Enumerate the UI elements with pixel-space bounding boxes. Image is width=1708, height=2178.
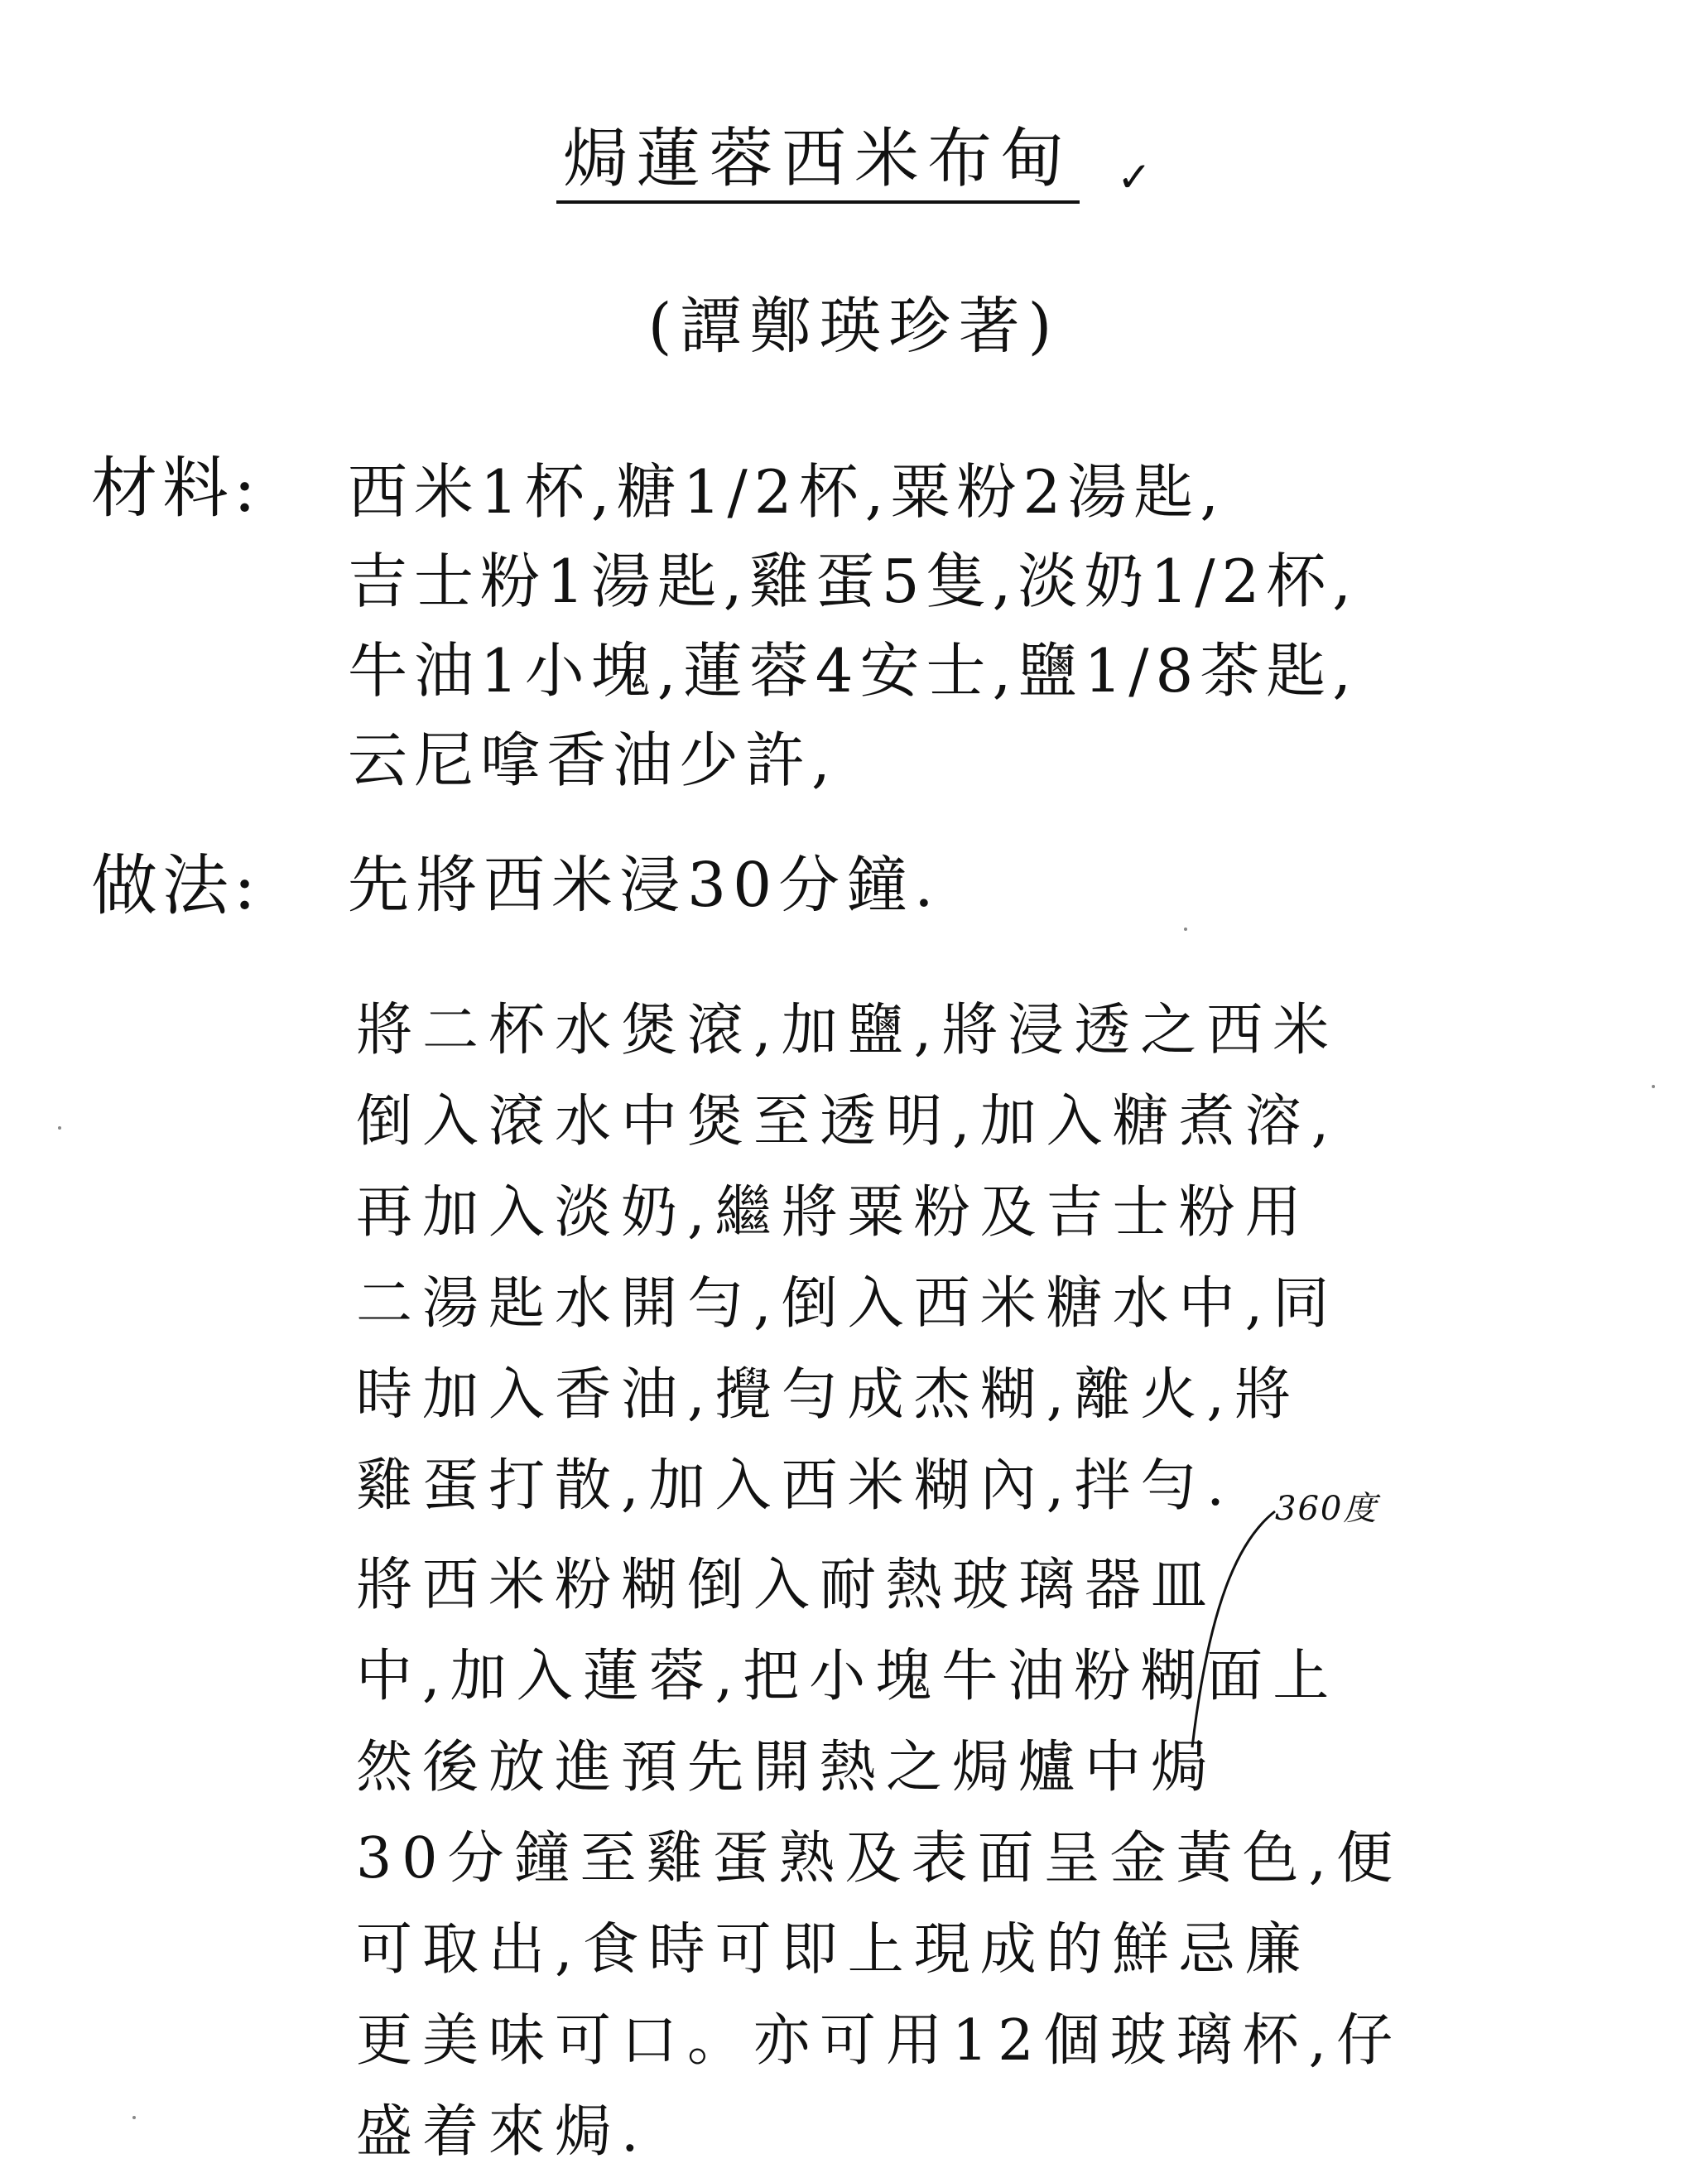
scan-speck — [1652, 1085, 1655, 1088]
method-line: 中,加入蓮蓉,把小塊牛油粉糊面上 — [356, 1644, 1340, 1709]
method-line: 更美味可口。亦可用12個玻璃杯,仔 — [356, 2008, 1403, 2074]
method-line: 將二杯水煲滾,加鹽,將浸透之西米 — [356, 998, 1340, 1063]
method-line: 將西米粉糊倒入耐熱玻璃器皿 — [356, 1553, 1218, 1618]
check-mark-icon: ✓ — [1117, 152, 1152, 201]
method-first-step: 先將西米浸30分鐘. — [348, 850, 941, 921]
method-paragraph-2 — [356, 1540, 1631, 2178]
method-paragraph-1 — [356, 985, 1631, 1532]
scan-speck — [58, 1126, 61, 1130]
temperature-annotation: 360度 — [1275, 1490, 1378, 1528]
method-line: 盛着來焗. — [356, 2099, 649, 2165]
ingredients-list — [348, 447, 1656, 805]
author-line: (譚鄭瑛珍著) — [647, 291, 1061, 362]
method-line: 時加入香油,攪勻成杰糊,離火,將 — [356, 1362, 1301, 1428]
method-line: 倒入滾水中煲至透明,加入糖煮溶, — [356, 1089, 1340, 1154]
method-line: 再加入淡奶,繼將粟粉及吉士粉用 — [356, 1180, 1311, 1246]
method-line: 雞蛋打散,加入西米糊內,拌勻. — [356, 1453, 1234, 1519]
method-line: 30分鐘至雞蛋熟及表面呈金黃色,便 — [356, 1826, 1403, 1891]
scan-speck — [1184, 928, 1187, 931]
ingredients-line: 吉士粉1湯匙,雞蛋5隻,淡奶1/2杯, — [348, 547, 1359, 616]
ingredients-label: 材料: — [91, 450, 261, 527]
method-line: 二湯匙水開勻,倒入西米糖水中,同 — [356, 1271, 1340, 1337]
method-line: 然後放進預先開熱之焗爐中焗 — [356, 1735, 1218, 1800]
ingredients-line: 西米1杯,糖1/2杯,粟粉2湯匙, — [348, 457, 1226, 527]
scan-speck — [132, 2116, 136, 2119]
title-row — [0, 124, 1708, 204]
method-label: 做法: — [91, 847, 261, 924]
recipe-title: 焗蓮蓉西米布甸 — [556, 124, 1080, 204]
ingredients-line: 云尼嗱香油少許, — [348, 725, 837, 795]
method-line: 可取出,食時可即上現成的鮮忌廉 — [356, 1917, 1311, 1983]
ingredients-line: 牛油1小塊,蓮蓉4安士,鹽1/8茶匙, — [348, 636, 1359, 706]
